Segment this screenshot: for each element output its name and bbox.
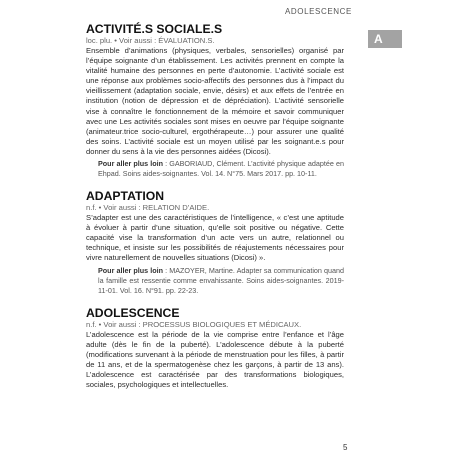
entry-title: ADAPTATION [86, 189, 165, 204]
entry-meta: loc. plu. • Voir aussi : ÉVALUATION.S. [86, 36, 215, 45]
entry-adaptation [86, 189, 344, 295]
further-reading [86, 159, 344, 179]
further-reading-citation: : GABORIAUD, Clément. L’activité physique adaptée en Ehpad. Soins aides-soignantes. Vol. 14. N°75. Mars 2017. pp. 10-11. [98, 159, 344, 179]
entry-meta: n.f. • Voir aussi : PROCESSUS BIOLOGIQUES ET MÉDICAUX. [86, 319, 302, 329]
further-reading [86, 266, 344, 296]
entry-activites-sociales [86, 22, 344, 179]
entry-title: ACTIVITÉ.S SOCIALE.S [86, 22, 223, 36]
entry-adolescence [86, 306, 344, 391]
letter-tab-label: A [374, 32, 383, 46]
dictionary-column [86, 22, 344, 390]
entry-definition: L’adolescence est la période de la vie comprise entre l’enfance et l’âge adulte (dès le fin de la puberté). L’adolescence débute à la puberté (modifications survenant à la période de menstruation pour les filles, à partir de 11 ans, et de la spermatogenèse chez les garçons, à partir de 13 ans). L’adolescence est caractérisée par des transformations biologiques, sociales, psychologiques et intellectuelles. [86, 329, 344, 389]
letter-index-tab [368, 30, 402, 48]
entry-title: ADOLESCENCE [86, 305, 180, 320]
entry-meta: n.f. • Voir aussi : RELATION D’AIDE. [86, 203, 210, 213]
further-reading-label: Pour aller plus loin [98, 265, 164, 275]
running-head: ADOLESCENCE [284, 7, 352, 16]
further-reading-citation: : MAZOYER, Martine. Adapter sa communication quand la famille est ressentie comme envahissante. Soins aides-soignantes. 2019-11-01. Vol. 16. N°91. pp. 22-23. [98, 265, 345, 295]
entry-definition: S’adapter est une des caractéristiques de l’intelligence, « c’est une aptitude à évoluer à partir d’une situation, qu’elle soit positive ou négative. Cette capacité vise la transformation d’un acte vers un autre, relationnel ou technique, et insiste sur les possibilités de réajustements nécessaires pour vivre naturellement de nouvelles situations (Dicosi) ». [86, 213, 344, 263]
page-number: 5 [343, 443, 348, 452]
further-reading-label: Pour aller plus loin [98, 159, 164, 169]
entry-definition: Ensemble d’animations (physiques, verbales, sensorielles) organisé par l’équipe soignante d’un établissement. Les activités prennent en compte la vitalité humaine des personnes en perte d’autonomie. L’activité sociale est une réponse aux problèmes socio-affectifs des personnes dus à l’impact du vieillissement (adaptation sociale, envie, désirs) et aux effets de l’entrée en institution (notion de dépression et de dépréciation). L’activité sensorielle vise à connaître le fonctionnement de la mémoire et savoir communiquer avec une Les activités sociales sont mises en oeuvre par l’équipe soignante (animateur.trice socio-culturel, ergothérapeute…) pour assurer une qualité des soins. L’activité sociale est un moyen utilisé par les soignant.e.s pour donner du sens à la vie des personnes aidées (Dicosi). [86, 46, 344, 156]
